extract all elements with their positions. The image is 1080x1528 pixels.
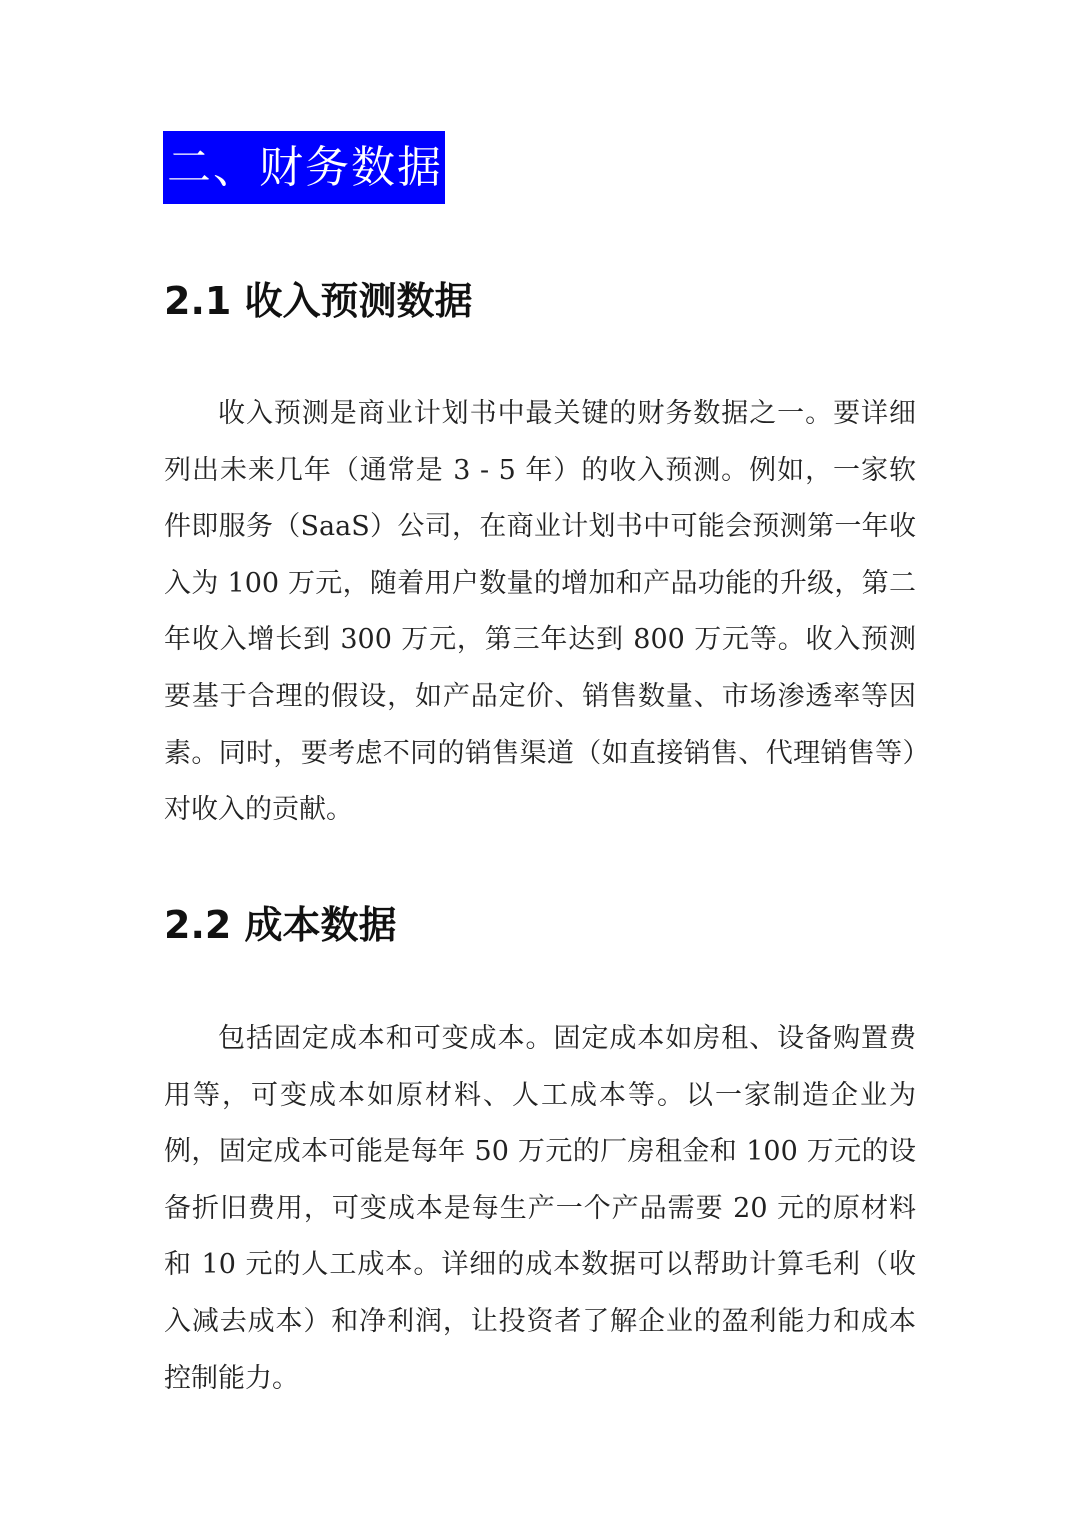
paragraph-revenue-forecast: 收入预测是商业计划书中最关键的财务数据之一。要详细列出未来几年（通常是 3 - 5 年）的收入预测。例如，一家软件即服务（SaaS）公司，在商业计划书中可能会预测第一年收入为 100 万元，随着用户数量的增加和产品功能的升级，第二年收入增长到 300 万元，第三年达到 800 万元等。收入预测要基于合理的假设，如产品定价、销售数量、市场渗透率等因素。同时，要考虑不同的销售渠道（如直接销售、代理销售等）对收入的贡献。 — [164, 398, 916, 826]
chapter-title: 二、财务数据 — [163, 131, 445, 204]
paragraph-cost-data: 包括固定成本和可变成本。固定成本如房租、设备购置费用等，可变成本如原材料、人工成本等。以一家制造企业为例，固定成本可能是每年 50 万元的厂房租金和 100 万元的设备折旧费用，可变成本是每生产一个产品需要 20 元的原材料和 10 元的人工成本。详细的成本数据可以帮助计算毛利（收入减去成本）和净利润，让投资者了解企业的盈利能力和成本控制能力。 — [164, 1023, 916, 1394]
section-heading-cost-data: 2.2 成本数据 — [164, 903, 397, 947]
section-heading-revenue-forecast: 2.1 收入预测数据 — [164, 279, 473, 323]
